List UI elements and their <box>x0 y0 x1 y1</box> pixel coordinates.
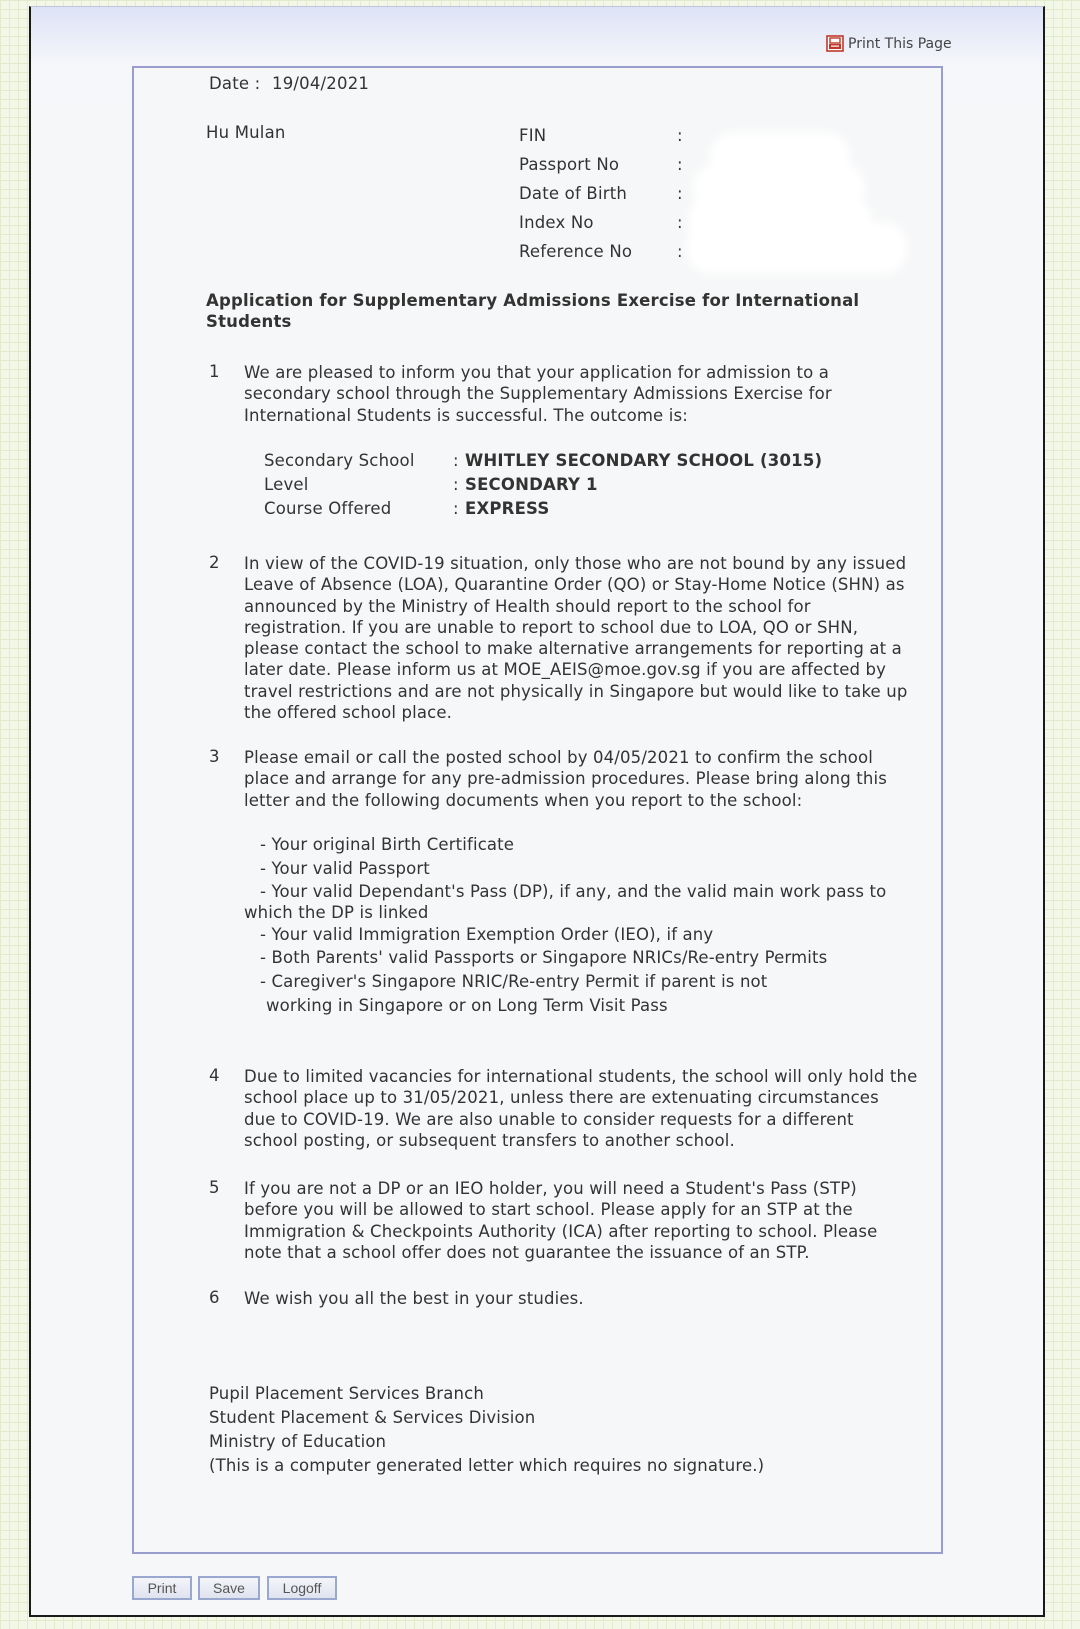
outcome-course-sep: : <box>453 499 459 518</box>
text-line: In view of the COVID-19 situation, only those who are not bound by any issued <box>244 554 907 573</box>
printer-pdf-icon <box>826 35 844 52</box>
paragraph-number: 2 <box>209 553 220 572</box>
paragraph-number: 3 <box>209 747 220 766</box>
signoff-division: Student Placement & Services Division <box>209 1408 536 1427</box>
outcome-level-value: SECONDARY 1 <box>465 475 598 494</box>
field-passport-label: Passport No <box>519 155 620 174</box>
text-line: school posting, or subsequent transfers to another school. <box>244 1130 735 1150</box>
redaction-mark <box>692 228 902 268</box>
list-item: - Both Parents' valid Passports or Singapore NRICs/Re-entry Permits <box>260 948 828 968</box>
paragraph-number: 5 <box>209 1178 220 1197</box>
field-reference-label: Reference No <box>519 242 633 261</box>
text-line: later date. Please inform us at MOE_AEIS@moe.gov.sg if you are affected by <box>244 660 887 680</box>
save-button[interactable]: Save <box>198 1576 260 1600</box>
outcome-course-value: EXPRESS <box>465 499 550 518</box>
text-line: note that a school offer does not guarantee the issuance of an STP. <box>244 1242 810 1262</box>
text-line: letter and the following documents when you report to the school: <box>244 790 803 810</box>
list-item: working in Singapore or on Long Term Visit Pass <box>266 995 668 1015</box>
required-documents-list <box>244 833 934 1018</box>
subject-line-1: Application for Supplementary Admissions Exercise for International <box>206 291 860 310</box>
paragraph-number: 1 <box>209 362 220 381</box>
print-this-page-label[interactable]: Print This Page <box>848 35 952 52</box>
list-item: - Caregiver's Singapore NRIC/Re-entry Permit if parent is not <box>260 972 768 992</box>
field-reference-sep: : <box>677 242 683 261</box>
text-line: registration. If you are unable to report to school due to LOA, QO or SHN, <box>244 617 859 637</box>
print-this-page-link[interactable] <box>826 35 952 52</box>
letter-signoff <box>209 1382 909 1478</box>
list-item: - Your original Birth Certificate <box>260 835 515 854</box>
paragraph-6 <box>244 1288 924 1309</box>
text-line: place and arrange for any pre-admission procedures. Please bring along this <box>244 769 888 789</box>
list-item: which the DP is linked <box>244 902 429 922</box>
field-index-sep: : <box>677 213 683 232</box>
field-index-label: Index No <box>519 213 594 232</box>
list-item: - Your valid Dependant's Pass (DP), if any, and the valid main work pass to <box>260 881 887 901</box>
field-passport-sep: : <box>677 155 683 174</box>
text-line: Due to limited vacancies for international students, the school will only hold the <box>244 1067 918 1086</box>
text-line: travel restrictions and are not physically in Singapore but would like to take up <box>244 681 908 701</box>
text-line: If you are not a DP or an IEO holder, you will need a Student's Pass (STP) <box>244 1179 857 1198</box>
field-dob-label: Date of Birth <box>519 184 628 203</box>
text-line: the offered school place. <box>244 703 453 723</box>
signoff-branch: Pupil Placement Services Branch <box>209 1384 484 1403</box>
text-line: Immigration & Checkpoints Authority (ICA) after reporting to school. Please <box>244 1221 878 1241</box>
paragraph-number: 6 <box>209 1288 220 1307</box>
text-line: announced by the Ministry of Health should report to the school for <box>244 596 811 616</box>
paragraph-1 <box>244 362 924 426</box>
outcome-course-label: Course Offered <box>264 499 392 518</box>
text-line: We are pleased to inform you that your application for admission to a <box>244 363 829 382</box>
paragraph-number: 4 <box>209 1066 220 1085</box>
outcome-school-label: Secondary School <box>264 451 415 470</box>
list-item: - Your valid Immigration Exemption Order (IEO), if any <box>260 924 714 944</box>
outcome-school-value: WHITLEY SECONDARY SCHOOL (3015) <box>465 451 823 470</box>
text-line: before you will be allowed to start school. Please apply for an STP at the <box>244 1200 853 1220</box>
outcome-level-label: Level <box>264 475 309 494</box>
signoff-note: (This is a computer generated letter which requires no signature.) <box>209 1456 765 1475</box>
paragraph-3 <box>244 747 924 811</box>
text-line: Leave of Absence (LOA), Quarantine Order (QO) or Stay-Home Notice (SHN) as <box>244 575 905 595</box>
text-line: We wish you all the best in your studies. <box>244 1289 584 1308</box>
text-line: due to COVID-19. We are also unable to consider requests for a different <box>244 1109 854 1129</box>
date-value: 19/04/2021 <box>272 74 370 93</box>
paragraph-5 <box>244 1178 924 1263</box>
date-label: Date : <box>209 74 261 93</box>
text-line: please contact the school to make alternative arrangements for reporting at a <box>244 639 902 659</box>
subject-line-2: Students <box>206 312 292 331</box>
letter-panel <box>132 66 943 1554</box>
recipient-name: Hu Mulan <box>206 123 286 142</box>
outcome-level-sep: : <box>453 475 459 494</box>
print-button[interactable]: Print <box>132 1576 192 1600</box>
text-line: school place up to 31/05/2021, unless there are extenuating circumstances <box>244 1088 879 1108</box>
paragraph-2 <box>244 553 934 723</box>
signoff-ministry: Ministry of Education <box>209 1432 387 1451</box>
field-fin-sep: : <box>677 126 683 145</box>
text-line: International Students is successful. The outcome is: <box>244 405 688 425</box>
paragraph-4 <box>244 1066 934 1151</box>
field-fin-label: FIN <box>519 126 547 145</box>
text-line: Please email or call the posted school by 04/05/2021 to confirm the school <box>244 748 874 767</box>
field-dob-sep: : <box>677 184 683 203</box>
text-line: secondary school through the Supplementary Admissions Exercise for <box>244 384 832 404</box>
list-item: - Your valid Passport <box>260 858 430 878</box>
logoff-button[interactable]: Logoff <box>267 1576 337 1600</box>
outcome-school-sep: : <box>453 451 459 470</box>
